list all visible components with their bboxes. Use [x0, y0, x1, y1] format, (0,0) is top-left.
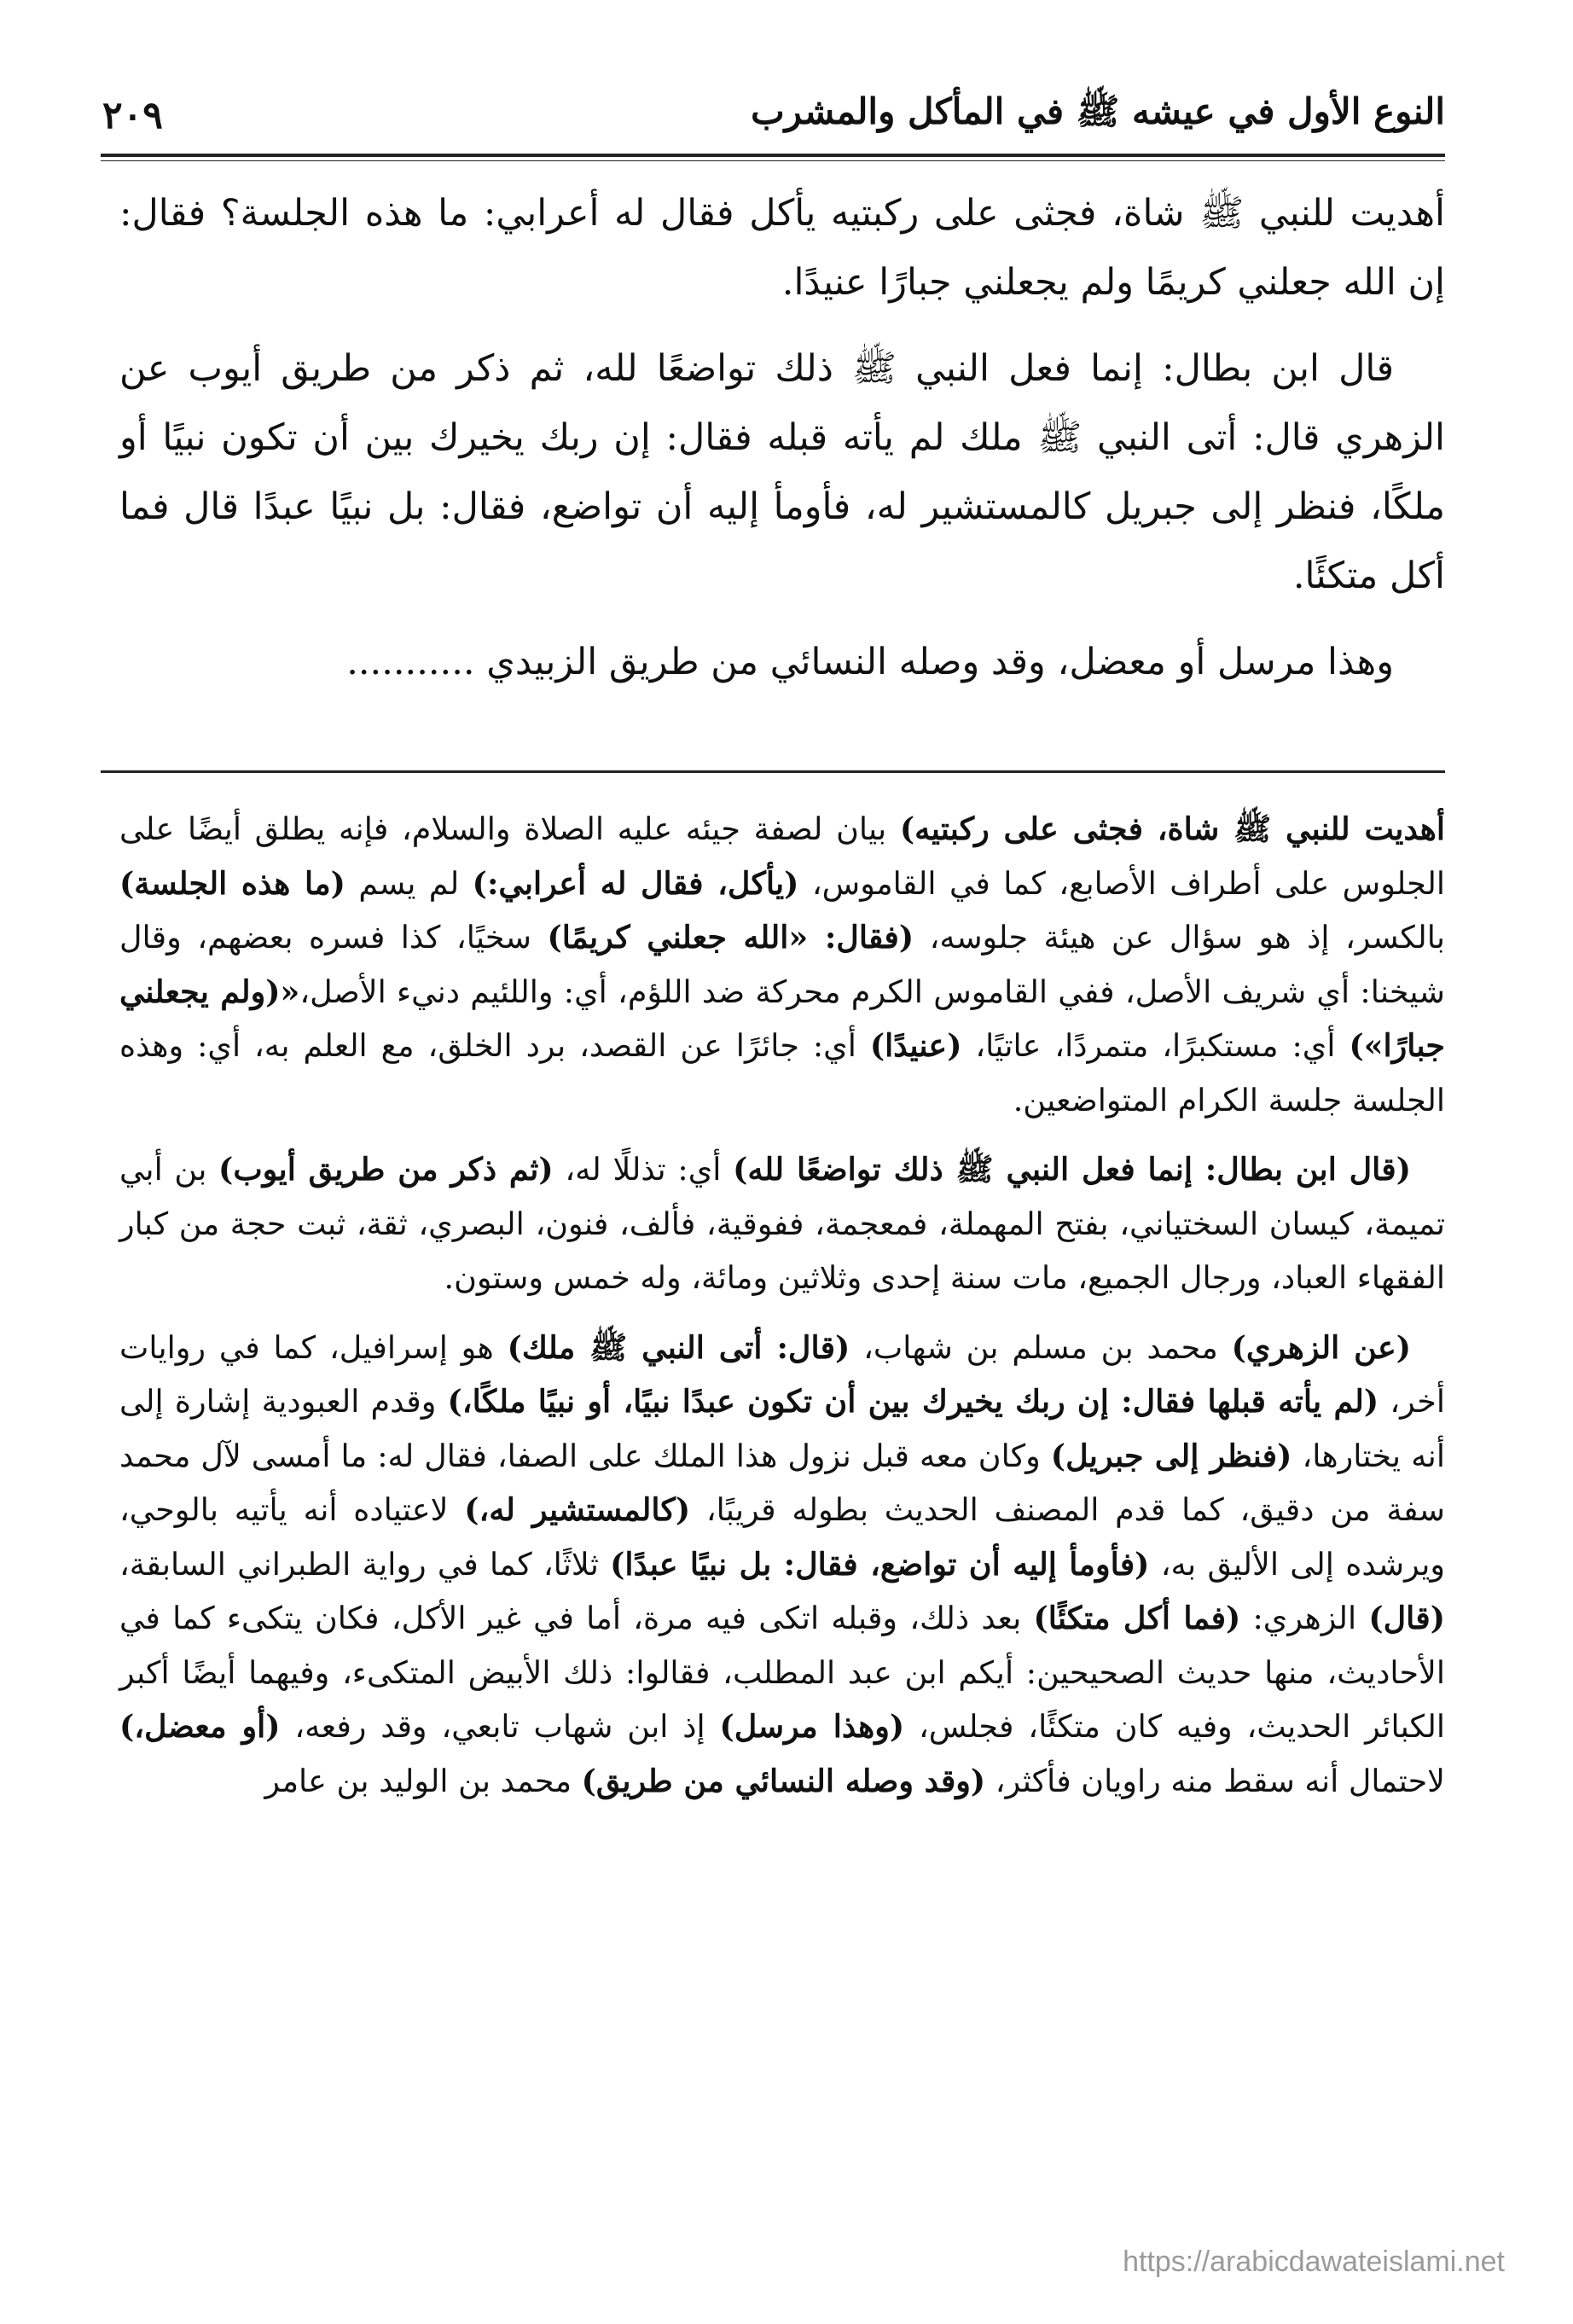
commentary-text — [119, 802, 1445, 1823]
quoted-matn: (قال) — [1368, 1600, 1446, 1636]
chapter-title: النوع الأول في عيشه ﷺ في المأكل والمشرب — [751, 90, 1445, 132]
commentary-text-run: بعد ذلك، وقبله اتكى فيه مرة، أما في غير الأكل، فكان يتكىء كما في الأحاديث، منها حديث الصحيحين: أيكم ابن عبد المطلب، فقالوا: ذلك الأبيض المتكىء، وفيهما أيضًا أكبر الكبائر الحديث، وفيه كان متكئًا، فجلس، — [119, 1600, 1445, 1745]
quoted-matn: (قال ابن بطال: إنما فعل النبي ﷺ ذلك تواضعًا لله) — [733, 1151, 1412, 1188]
quoted-matn: أهديت للنبي ﷺ شاة، فجثى على ركبتيه) — [899, 810, 1445, 847]
quoted-matn: (وهذا مرسل) — [719, 1708, 905, 1745]
commentary-text-run: لاحتمال أنه سقط منه راويان فأكثر، — [985, 1762, 1445, 1799]
commentary-text-run: هو إسرافيل، كما في روايات أخر، — [119, 1328, 1445, 1420]
quoted-matn: «(ولم يجعلني جبارًا») — [119, 973, 1445, 1064]
commentary-text-run: لم يسم — [345, 864, 473, 902]
main-paragraph: قال ابن بطال: إنما فعل النبي ﷺ ذلك تواضعًا لله، ثم ذكر من طريق أيوب عن الزهري قال: أتى النبي ﷺ ملك لم يأته قبله فقال: إن ربك يخيرك بين أن تكون نبيًا أو ملكًا، فنظر إلى جبريل كالمستشير له، فأومأ إليه أن تواضع، فقال: بل نبيًا عبدًا قال فما أكل متكئًا. — [119, 347, 1445, 597]
commentary-text-run: أي: مستكبرًا، متمردًا، عاتيًا، — [961, 1027, 1350, 1064]
quoted-matn: (ثم ذكر من طريق أيوب) — [218, 1151, 554, 1188]
commentary-paragraph — [119, 1142, 1445, 1305]
commentary-text-run: وكان معه قبل نزول هذا الملك على الصفا، فقال له: ما أمسى لآل محمد سفة من دقيق، كما قدم المصنف الحديث بطوله قريبًا، — [119, 1437, 1445, 1528]
commentary-paragraph — [119, 802, 1445, 1127]
commentary-text-run: سخيًا، كذا فسره بعضهم، وقال شيخنا: أي شريف الأصل، ففي القاموس الكرم محركة ضد اللؤم، أي: واللئيم دنيء الأصل، — [119, 919, 1445, 1010]
quoted-matn: (فما أكل متكئًا) — [1033, 1600, 1241, 1636]
page-number: ٢٠٩ — [102, 94, 163, 137]
quoted-matn: (فقال: «الله جعلني كريمًا) — [547, 919, 914, 956]
text-divider — [101, 770, 1445, 773]
commentary-text-run: وقدم العبودية إشارة إلى أنه يختارها، — [119, 1383, 1445, 1474]
commentary-text-run: الزهري: — [1240, 1600, 1369, 1636]
quoted-matn: (قال: أتى النبي ﷺ ملك) — [507, 1328, 850, 1366]
header-rule — [101, 154, 1445, 157]
main-text — [119, 179, 1445, 714]
quoted-matn: (عنيدًا) — [869, 1027, 962, 1064]
quoted-matn: (ما هذه الجلسة) — [119, 864, 345, 902]
watermark-url: https://arabicdawateislami.net — [1123, 2246, 1505, 2278]
commentary-text-run: بالكسر، إذ هو سؤال عن هيئة جلوسه، — [914, 919, 1445, 956]
quoted-matn: (فنظر إلى جبريل) — [1050, 1437, 1292, 1474]
commentary-text-run: لاعتياده أنه يأتيه بالوحي، ويرشده إلى الأليق به، — [119, 1491, 1445, 1583]
header-rule-thin — [101, 160, 1445, 161]
quoted-matn: (أو معضل،) — [119, 1708, 281, 1745]
running-header — [102, 75, 1445, 156]
quoted-matn: (لم يأته قبلها فقال: إن ربك يخيرك بين أن تكون عبدًا نبيًا، أو نبيًا ملكًا،) — [447, 1383, 1379, 1420]
commentary-text-run: أي: جائرًا عن القصد، برد الخلق، مع العلم به، أي: وهذه الجلسة جلسة الكرام المتواضعين. — [119, 1027, 1445, 1118]
commentary-text-run: محمد بن مسلم بن شهاب، — [850, 1328, 1232, 1366]
quoted-matn: (وقد وصله النسائي من طريق) — [581, 1762, 986, 1799]
commentary-text-run: بيان لصفة جيئه عليه الصلاة والسلام، فإنه يطلق أيضًا على الجلوس على أطراف الأصابع، كما في القاموس، — [119, 810, 1445, 902]
commentary-text-run: إذ ابن شهاب تابعي، وقد رفعه، — [280, 1708, 720, 1745]
main-paragraph: أهديت للنبي ﷺ شاة، فجثى على ركبتيه يأكل فقال له أعرابي: ما هذه الجلسة؟ فقال: إن الله جعلني كريمًا ولم يجعلني جبارًا عنيدًا. — [119, 192, 1445, 304]
commentary-paragraph — [119, 1321, 1445, 1809]
quoted-matn: (فأومأ إليه أن تواضع، فقال: بل نبيًا عبدًا) — [610, 1545, 1150, 1583]
quoted-matn: (يأكل، فقال له أعرابي:) — [472, 864, 799, 902]
commentary-text-run: محمد بن الوليد بن عامر — [264, 1762, 582, 1799]
quoted-matn: (عن الزهري) — [1231, 1328, 1412, 1366]
main-paragraph: وهذا مرسل أو معضل، وقد وصله النسائي من طريق الزبيدي ........... — [346, 641, 1394, 683]
quoted-matn: (كالمستشير له،) — [464, 1491, 691, 1528]
commentary-text-run: ثلاثًا، كما في رواية الطبراني السابقة، — [119, 1545, 611, 1583]
commentary-text-run: بن أبي تميمة، كيسان السختياني، بفتح المهملة، فمعجمة، ففوقية، فألف، فنون، البصري، ثقة، ثبت حجة من كبار الفقهاء العباد، ورجال الجميع، مات سنة إحدى وثلاثين ومائة، وله خمس وستون. — [119, 1151, 1445, 1296]
commentary-text-run: أي: تذللًا له، — [553, 1151, 734, 1188]
